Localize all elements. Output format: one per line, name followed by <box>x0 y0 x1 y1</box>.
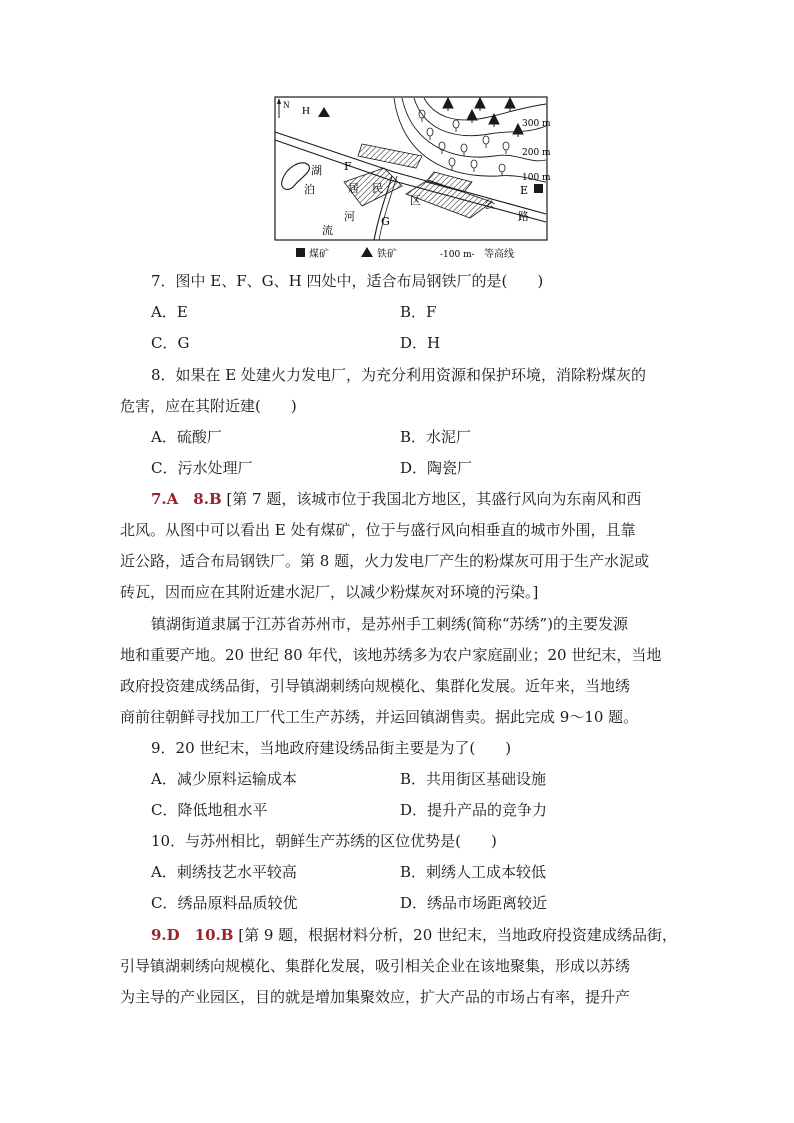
legend-coal-icon <box>296 248 305 257</box>
label-f: F <box>344 160 352 173</box>
coal-mine-icon <box>534 184 543 193</box>
q10-option-c[interactable]: C．绣品原料品质较优 <box>151 894 298 912</box>
residential-area <box>358 144 422 168</box>
label-g: G <box>381 215 390 228</box>
answer-9-10-line-1 <box>151 925 677 945</box>
q7-option-d[interactable]: D．H <box>400 334 441 352</box>
q7-option-a[interactable]: A．E <box>151 303 188 321</box>
q9-option-c[interactable]: C．降低地租水平 <box>151 801 268 819</box>
q8-stem-line-1: 8．如果在 E 处建火力发电厂，为充分利用资源和保护环境，消除粉煤灰的 <box>151 366 647 384</box>
answer-9-10-line-2: 引导镇湖刺绣向规模化、集群化发展，吸引相关企业在该地聚集，形成以苏绣 <box>120 957 631 975</box>
answer-9-10-line-3: 为主导的产业园区，目的就是增加集聚效应，扩大产品的市场占有率，提升产 <box>120 988 631 1006</box>
q8-stem-line-2: 危害，应在其附近建( ) <box>120 397 297 415</box>
legend-contour-sample: -100 m- <box>440 250 475 260</box>
answer-7-8-text: [第 7 题，该城市位于我国北方地区，其盛行风向为东南风和西 <box>226 490 642 508</box>
answer-7-8-line-1 <box>151 489 641 509</box>
legend-coal-label: 煤矿 <box>309 249 329 260</box>
q8-option-a[interactable]: A．硫酸厂 <box>151 428 222 446</box>
contour-200-label: 200 m <box>522 148 551 158</box>
answer-7-8-line-2: 北风。从图中可以看出 E 处有煤矿，位于与盛行风向相垂直的城市外围，且靠 <box>120 521 636 539</box>
res-label-3: 区 <box>410 194 421 207</box>
q9-stem: 9．20 世纪末，当地政府建设绣品街主要是为了( ) <box>151 739 512 757</box>
contour-300-label: 300 m <box>522 119 551 129</box>
q9-option-a[interactable]: A．减少原料运输成本 <box>151 770 297 788</box>
q9-option-b[interactable]: B．共用街区基础设施 <box>400 770 547 788</box>
answer-7-8-line-4: 砖瓦，因而应在其附近建水泥厂，以减少粉煤灰对环境的污染。] <box>120 583 539 601</box>
label-e: E <box>520 184 529 197</box>
q10-option-a[interactable]: A．刺绣技艺水平较高 <box>151 863 297 881</box>
res-label-2: 民 <box>372 182 383 195</box>
material-line-2: 地和重要产地。20 世纪 80 年代，该地苏绣多为农户家庭副业；20 世纪末，当地 <box>120 646 662 664</box>
q7-stem: 7．图中 E、F、G、H 四处中，适合布局钢铁厂的是( ) <box>151 272 544 290</box>
map-figure <box>274 96 552 264</box>
river-label-2: 流 <box>322 224 333 237</box>
answer-7-8-line-3: 近公路，适合布局钢铁厂。第 8 题，火力发电厂产生的粉煤灰可用于生产水泥或 <box>120 552 650 570</box>
answer-7-8-label: 7.A 8.B <box>151 490 222 508</box>
north-label: N <box>283 100 290 110</box>
road-label-1: 公 <box>484 198 495 211</box>
lake-label-2: 泊 <box>304 183 315 196</box>
label-h: H <box>302 105 310 117</box>
road <box>275 132 546 222</box>
q8-option-d[interactable]: D．陶瓷厂 <box>400 459 473 477</box>
contour-100-label: 100 m <box>522 173 551 183</box>
forest <box>443 98 523 137</box>
legend-contour-label: 等高线 <box>484 249 514 260</box>
contour-lines <box>394 98 546 182</box>
material-line-4: 商前往朝鲜寻找加工厂代工生产苏绣，并运回镇湖售卖。据此完成 9～10 题。 <box>120 708 639 726</box>
material-line-1: 镇湖街道隶属于江苏省苏州市，是苏州手工刺绣(简称“苏绣”)的主要发源 <box>151 615 629 633</box>
iron-mine-icon <box>318 107 330 117</box>
q7-option-c[interactable]: C．G <box>151 334 190 352</box>
q8-option-c[interactable]: C．污水处理厂 <box>151 459 253 477</box>
answer-9-10-text: [第 9 题，根据材料分析，20 世纪末，当地政府投资建成绣品街， <box>238 926 678 944</box>
lake-label-1: 湖 <box>311 164 322 177</box>
material-line-3: 政府投资建成绣品街，引导镇湖刺绣向规模化、集群化发展。近年来，当地绣 <box>120 677 631 695</box>
legend-iron-icon <box>361 247 373 257</box>
q8-option-b[interactable]: B．水泥厂 <box>400 428 472 446</box>
q7-option-b[interactable]: B．F <box>400 303 437 321</box>
q10-option-d[interactable]: D．绣品市场距离较近 <box>400 894 548 912</box>
q10-stem: 10．与苏州相比，朝鲜生产苏绣的区位优势是( ) <box>151 832 497 850</box>
q9-option-d[interactable]: D．提升产品的竞争力 <box>400 801 548 819</box>
res-label-1: 居 <box>348 182 359 195</box>
river-label-1: 河 <box>344 210 355 223</box>
q10-option-b[interactable]: B．刺绣人工成本较低 <box>400 863 547 881</box>
legend-iron-label: 铁矿 <box>377 249 397 260</box>
answer-9-10-label: 9.D 10.B <box>151 926 234 944</box>
road-label-2: 路 <box>518 210 529 223</box>
